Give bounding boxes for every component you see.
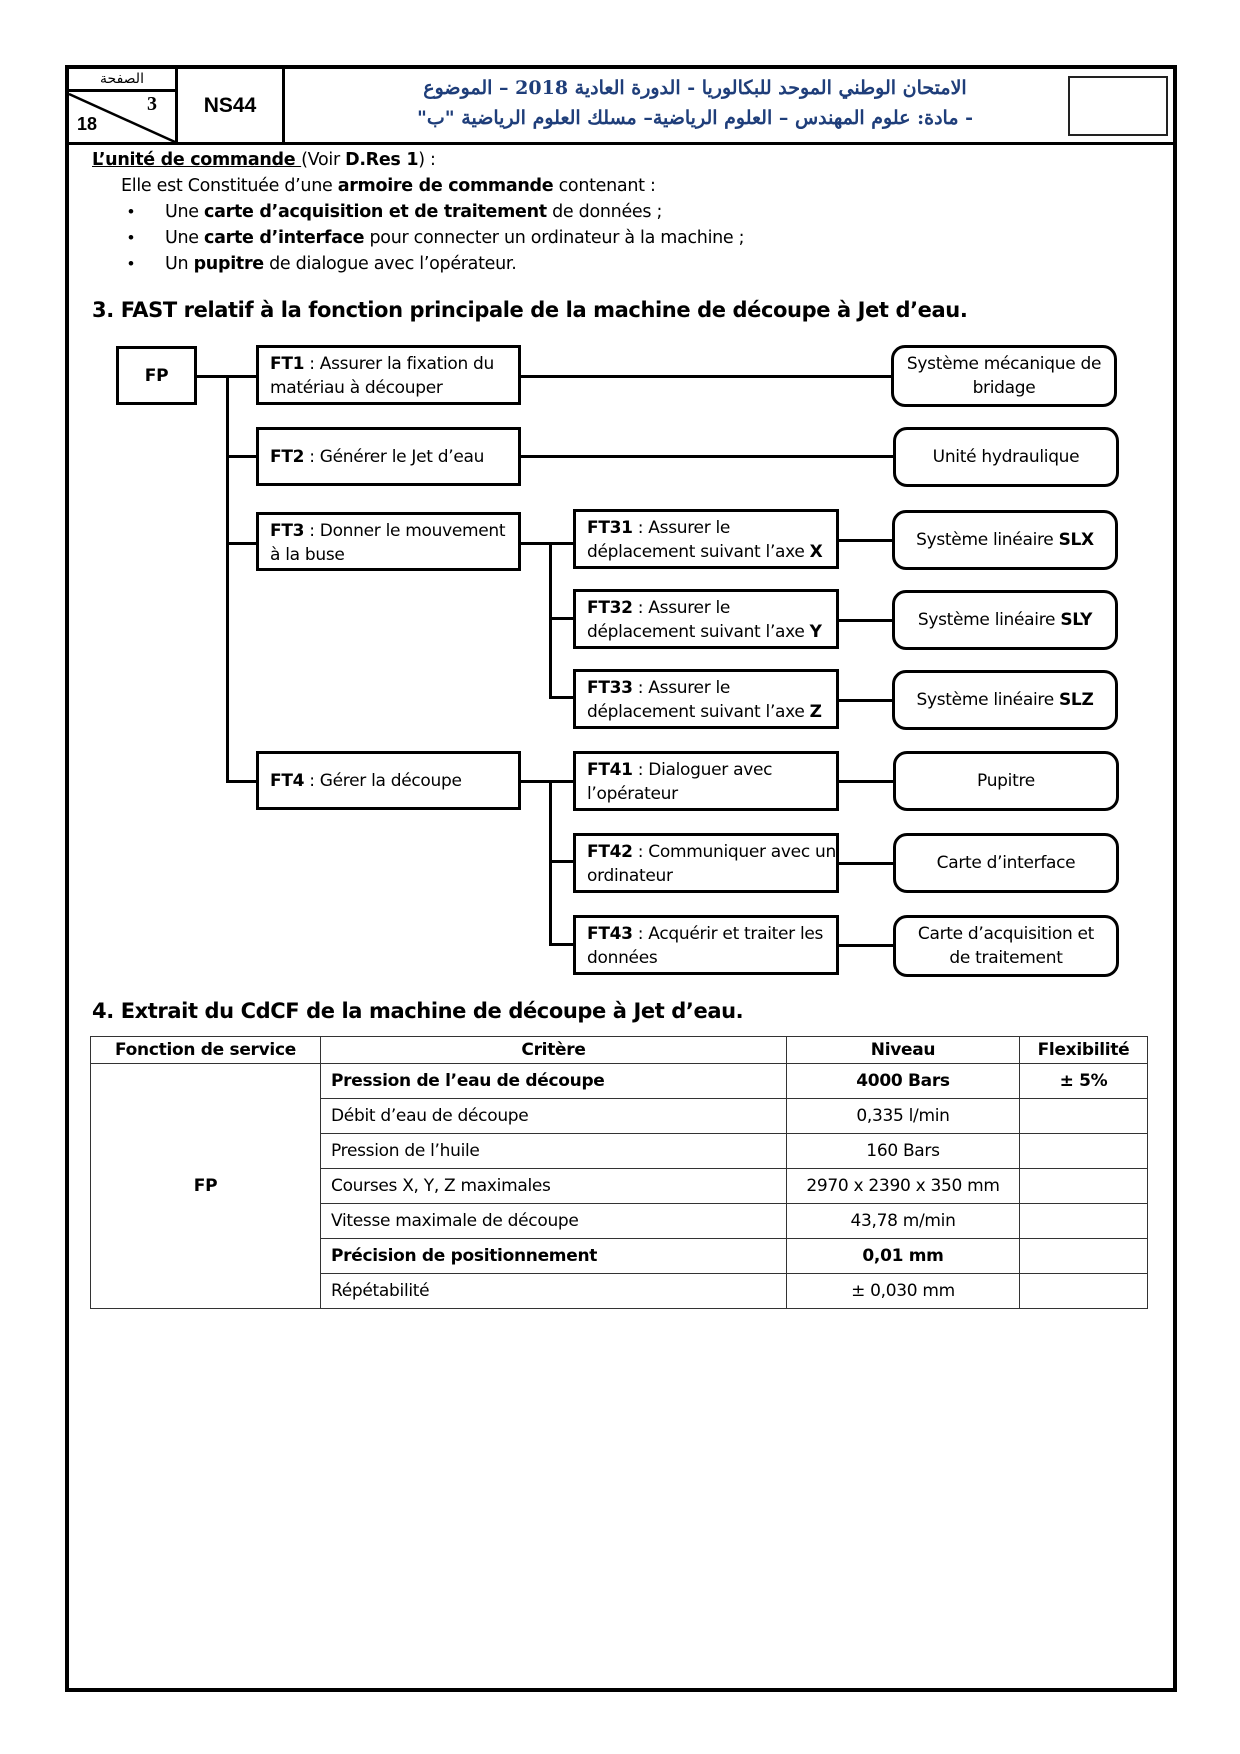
level-cell: 0,01 mm <box>787 1239 1020 1274</box>
connector-line <box>521 542 573 545</box>
flexibility-cell <box>1020 1169 1148 1204</box>
exam-title-line-2: - مادة: علوم المهندس – العلوم الرياضية– مسلك العلوم الرياضية "ب" <box>416 107 974 129</box>
connector-line <box>838 862 894 865</box>
bullet-icon: • <box>128 254 134 273</box>
connector-line <box>521 455 893 458</box>
list-item: Un pupitre de dialogue avec l’opérateur. <box>165 254 517 274</box>
connector-line <box>549 617 573 620</box>
column-header: Critère <box>321 1037 787 1064</box>
list-item: Une carte d’acquisition et de traitement de données ; <box>165 202 663 222</box>
level-cell: 160 Bars <box>787 1134 1020 1169</box>
exam-title-line-1: الامتحان الوطني الموحد للبكالوريا - الدورة العادية 2018 – الموضوع <box>423 77 967 99</box>
connector-line <box>226 375 229 782</box>
flexibility-cell <box>1020 1239 1148 1274</box>
level-cell: ± 0,030 mm <box>787 1274 1020 1309</box>
cdcf-table <box>90 1036 1148 1309</box>
criterion-cell: Précision de positionnement <box>321 1239 787 1274</box>
fast-node-ft31: FT31 : Assurer le déplacement suivant l’axe X <box>573 509 839 569</box>
flexibility-cell <box>1020 1204 1148 1239</box>
service-function-cell: FP <box>91 1064 321 1309</box>
connector-line <box>521 375 893 378</box>
flexibility-cell <box>1020 1274 1148 1309</box>
page-number: 3 <box>147 93 157 115</box>
solution-sly: Système linéaire SLY <box>892 590 1118 650</box>
level-cell: 2970 x 2390 x 350 mm <box>787 1169 1020 1204</box>
doc-reference: D.Res 1 <box>345 150 419 170</box>
exam-title <box>285 73 1105 133</box>
column-header: Fonction de service <box>91 1037 321 1064</box>
criterion-cell: Pression de l’huile <box>321 1134 787 1169</box>
fast-node-ft1: FT1 : Assurer la fixation du matériau à découper <box>256 345 521 405</box>
table-row <box>91 1064 1148 1099</box>
connector-line <box>226 455 256 458</box>
connector-line <box>226 780 256 783</box>
level-cell: 4000 Bars <box>787 1064 1020 1099</box>
connector-line <box>549 542 552 698</box>
fast-node-ft3: FT3 : Donner le mouvement à la buse <box>256 512 521 571</box>
connector-line <box>838 944 894 947</box>
control-unit-heading-line: L’unité de commande (Voir D.Res 1) : <box>92 150 436 170</box>
connector-line <box>838 539 894 542</box>
connector-line <box>838 699 894 702</box>
flexibility-cell <box>1020 1134 1148 1169</box>
fast-node-ft43: FT43 : Acquérir et traiter les données <box>573 915 839 975</box>
fast-node-ft42: FT42 : Communiquer avec un ordinateur <box>573 833 839 893</box>
exam-code: NS44 <box>178 69 285 142</box>
flexibility-cell: ± 5% <box>1020 1064 1148 1099</box>
fast-node-ft33: FT33 : Assurer le déplacement suivant l’axe Z <box>573 669 839 729</box>
solution-carte-acquisition: Carte d’acquisition et de traitement <box>893 915 1119 977</box>
fast-section-title: 3. FAST relatif à la fonction principale de la machine de découpe à Jet d’eau. <box>92 298 968 322</box>
solution-carte-interface: Carte d’interface <box>893 833 1119 893</box>
column-header: Niveau <box>787 1037 1020 1064</box>
list-item: Une carte d’interface pour connecter un ordinateur à la machine ; <box>165 228 745 248</box>
page-header <box>69 69 1173 145</box>
solution-slx: Système linéaire SLX <box>892 510 1118 570</box>
criterion-cell: Répétabilité <box>321 1274 787 1309</box>
fast-node-ft2: FT2 : Générer le Jet d’eau <box>256 427 521 486</box>
bullet-icon: • <box>128 202 134 221</box>
page-total: 18 <box>77 114 98 134</box>
criterion-cell: Courses X, Y, Z maximales <box>321 1169 787 1204</box>
solution-slz: Système linéaire SLZ <box>892 670 1118 730</box>
page-label: الصفحة <box>69 69 175 92</box>
control-unit-heading: L’unité de commande <box>92 150 302 170</box>
connector-line <box>549 860 573 863</box>
solution-unite-hydraulique: Unité hydraulique <box>893 427 1119 487</box>
level-cell: 43,78 m/min <box>787 1204 1020 1239</box>
fast-node-ft32: FT32 : Assurer le déplacement suivant l’axe Y <box>573 589 839 649</box>
connector-line <box>521 780 573 783</box>
fast-node-ft4: FT4 : Gérer la découpe <box>256 751 521 810</box>
solution-bridage: Système mécanique de bridage <box>891 345 1117 407</box>
criterion-cell: Pression de l’eau de découpe <box>321 1064 787 1099</box>
connector-line <box>549 943 573 946</box>
cdcf-section-title: 4. Extrait du CdCF de la machine de découpe à Jet d’eau. <box>92 999 744 1023</box>
connector-line <box>549 696 573 699</box>
column-header: Flexibilité <box>1020 1037 1148 1064</box>
page-number-cell <box>69 69 178 142</box>
flexibility-cell <box>1020 1099 1148 1134</box>
grade-box <box>1068 76 1168 136</box>
control-unit-intro: Elle est Constituée d’une armoire de commande contenant : <box>121 176 656 196</box>
connector-line <box>226 542 256 545</box>
connector-line <box>838 619 894 622</box>
criterion-cell: Débit d’eau de découpe <box>321 1099 787 1134</box>
fast-node-fp: FP <box>116 346 197 405</box>
criterion-cell: Vitesse maximale de découpe <box>321 1204 787 1239</box>
solution-pupitre: Pupitre <box>893 751 1119 811</box>
fast-node-ft41: FT41 : Dialoguer avec l’opérateur <box>573 751 839 811</box>
level-cell: 0,335 l/min <box>787 1099 1020 1134</box>
bullet-icon: • <box>128 228 134 247</box>
table-header-row <box>91 1037 1148 1064</box>
connector-line <box>838 780 894 783</box>
